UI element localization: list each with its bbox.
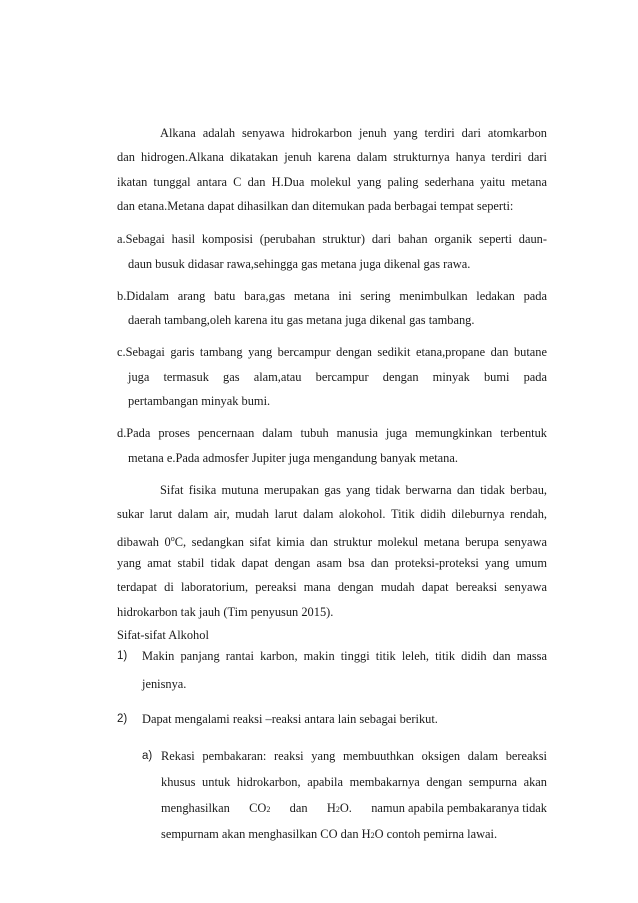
point-d-line-1: d.Pada proses pencernaan dalam tubuh manusia juga memungkinkan terbentuk: [117, 426, 547, 440]
item-2-line-1: Dapat mengalami reaksi –reaksi antara lain sebagai berikut.: [142, 712, 438, 726]
paragraph-1-line-1: Alkana adalah senyawa hidrokarbon jenuh yang terdiri dari atomkarbon: [160, 126, 547, 140]
point-d-line-2: metana e.Pada admosfer Jupiter juga mengandung banyak metana.: [128, 451, 458, 465]
point-a-line-2: daun busuk didasar rawa,sehingga gas metana juga dikenal gas rawa.: [128, 257, 471, 271]
point-c-line-2: juga termasuk gas alam,atau bercampur dengan minyak bumi pada: [128, 370, 547, 384]
paragraph-1-line-4: dan etana.Metana dapat dihasilkan dan ditemukan pada berbagai tempat seperti:: [117, 199, 514, 213]
item-1-line-1: Makin panjang rantai karbon, makin tinggi titik leleh, titik didih dan massa: [142, 649, 547, 663]
point-c-line-3: pertambangan minyak bumi.: [128, 394, 271, 408]
paragraph-2-line-1: Sifat fisika mutuna merupakan gas yang tidak berwarna dan tidak berbau,: [160, 483, 547, 497]
item-a-number: a): [142, 750, 153, 762]
point-a-line-1: a.Sebagai hasil komposisi (perubahan struktur) dari bahan organik seperti daun-: [117, 232, 547, 246]
paragraph-2-line-2: sukar larut dalam air, mudah larut dalam alokohol. Titik didih dileburnya rendah,: [117, 507, 547, 521]
item-1-number: 1): [117, 650, 128, 662]
paragraph-2-line-3: dibawah 0$^o$C, sedangkan sifat kimia dan struktur molekul metana berupa senyawa: [117, 534, 547, 550]
paragraph-1-line-2: dan hidrogen.Alkana dikatakan jenuh karena dalam strukturnya hanya terdiri dari: [117, 150, 547, 164]
paragraph-2-line-4: yang amat stabil tidak dapat dengan asam bsa dan proteksi-proteksi yang umum: [117, 556, 547, 570]
item-a-line-2: khusus untuk hidrokarbon, apabila membakarnya dengan sempurna akan: [161, 775, 547, 789]
point-c-line-1: c.Sebagai garis tambang yang bercampur dengan sedikit etana,propane dan butane: [117, 345, 547, 359]
item-2-number: 2): [117, 713, 128, 725]
paragraph-1-line-3: ikatan tunggal antara C dan H.Dua molekul yang paling sederhana yaitu metana: [117, 175, 547, 189]
paragraph-2-line-5: terdapat di laboratorium, pereaksi mana dengan mudah dapat bereaksi senyawa: [117, 580, 547, 594]
item-a-line-4: sempurnam akan menghasilkan CO dan H2O contoh pemirna lawai.: [161, 827, 498, 841]
point-b-line-1: b.Didalam arang batu bara,gas metana ini sering menimbulkan ledakan pada: [117, 289, 547, 303]
item-a-line-1: Rekasi pembakaran: reaksi yang membuuthkan oksigen dalam bereaksi: [161, 749, 547, 763]
paragraph-2-line-6: hidrokarbon tak jauh (Tim penyusun 2015).: [117, 605, 334, 619]
point-b-line-2: daerah tambang,oleh karena itu gas metana juga dikenal gas tambang.: [128, 313, 475, 327]
item-1-line-2: jenisnya.: [142, 677, 187, 691]
item-a-line-3: menghasilkan CO2 dan H2O. namun apabila pembakaranya tidak: [161, 801, 547, 815]
section-heading: Sifat-sifat Alkohol: [117, 628, 209, 642]
